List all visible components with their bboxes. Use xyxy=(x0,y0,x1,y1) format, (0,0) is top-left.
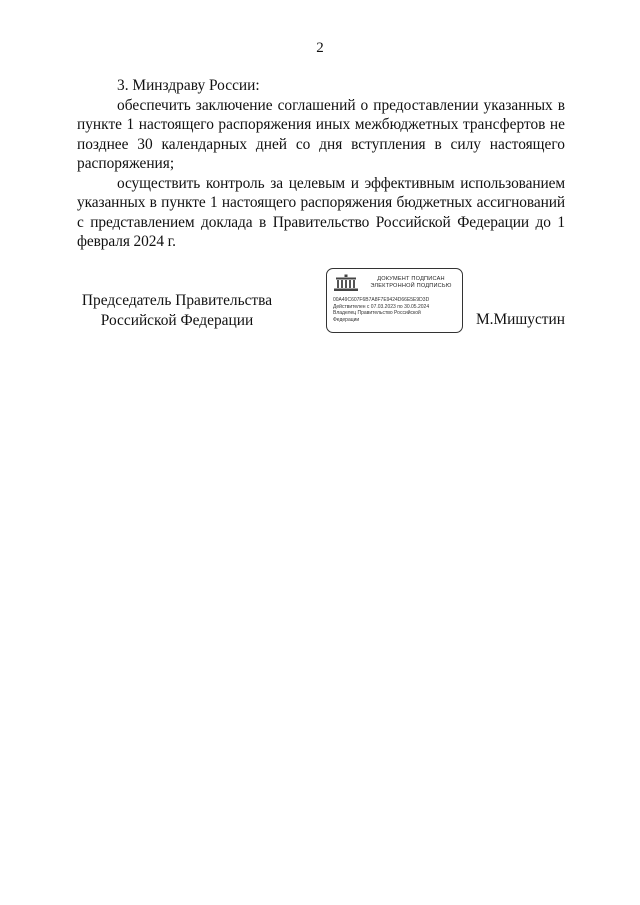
document-body xyxy=(77,76,565,252)
stamp-heading xyxy=(361,276,461,290)
signer-title-line1: Председатель Правительства xyxy=(81,292,273,309)
stamp-heading-line1: ДОКУМЕНТ ПОДПИСАН xyxy=(377,276,445,282)
stamp-owner-line2: Федерации xyxy=(333,316,360,323)
stamp-heading-line2: ЭЛЕКТРОННОЙ ПОДПИСЬЮ xyxy=(370,283,452,289)
electronic-signature-stamp xyxy=(326,268,463,333)
stamp-owner-line1: Владелец Правительство Российской xyxy=(333,310,421,317)
government-emblem-icon xyxy=(333,274,359,292)
signer-title-line2: Российской Федерации xyxy=(100,311,254,329)
stamp-validity: Действителен с 07.03.2023 по 30.05.2024 xyxy=(333,303,430,310)
stamp-certificate: 00A49C607F6B7A8F7E9424D66E5E9D3D xyxy=(333,297,430,303)
paragraph-heading: 3. Минздраву России: xyxy=(117,77,260,94)
page-number: 2 xyxy=(316,40,324,56)
paragraph-control: осуществить контроль за целевым и эффективным использованием указанных в пункте 1 настоящего распоряжения бюджетных ассигнований с представлением доклада в Правительство Российской Федерации до 1 февраля 2024 г. xyxy=(77,174,565,250)
paragraph-agreements: обеспечить заключение соглашений о предоставлении указанных в пункте 1 настоящего распоряжения иных межбюджетных трансфертов не позднее 30 календарных дней со дня вступления в силу настоящего распоряжения; xyxy=(77,96,565,172)
stamp-details xyxy=(333,297,461,323)
signer-name: М.Мишустин xyxy=(475,311,565,328)
signer-title xyxy=(77,291,277,330)
